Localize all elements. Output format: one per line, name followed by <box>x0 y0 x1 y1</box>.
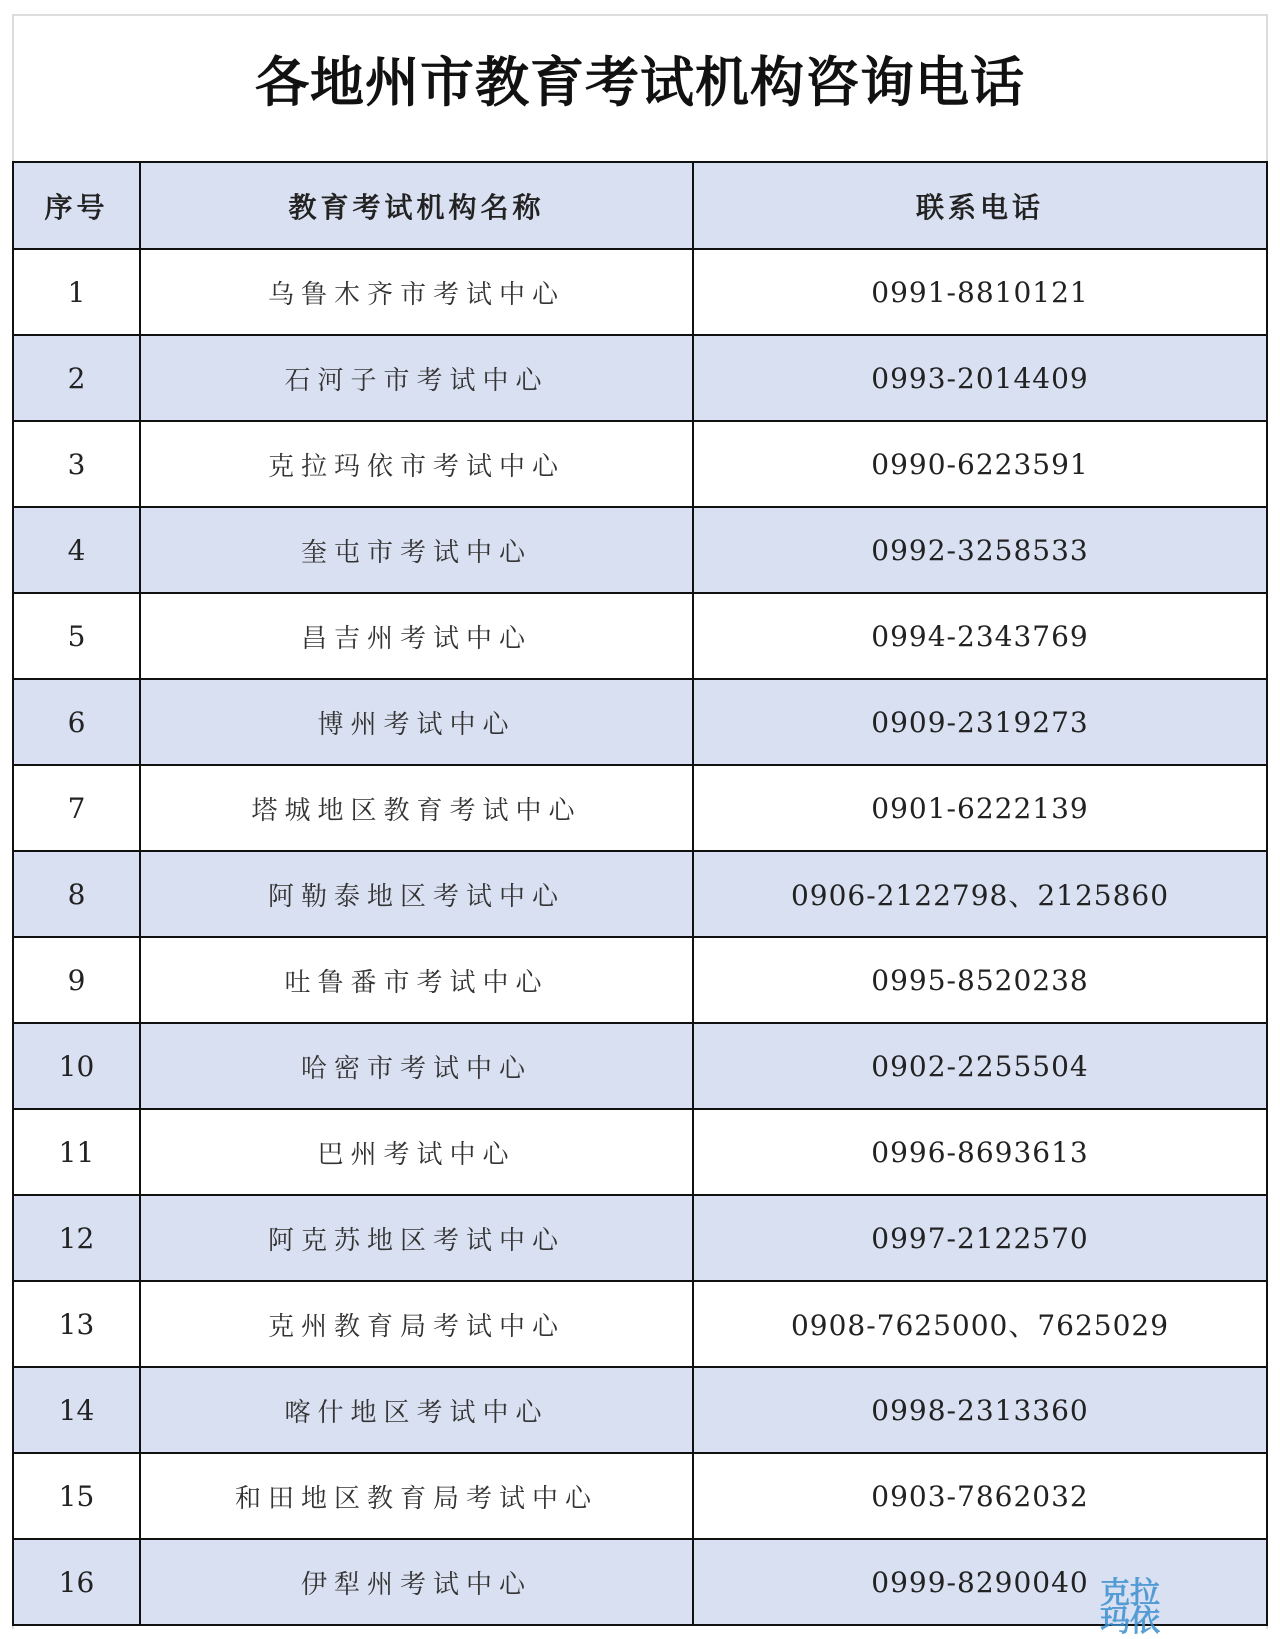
table-row <box>13 679 1267 765</box>
table-row <box>13 1453 1267 1539</box>
phone-number: 0998-2313360 <box>693 1367 1267 1453</box>
table-row <box>13 765 1267 851</box>
phone-number: 0997-2122570 <box>693 1195 1267 1281</box>
table-row <box>13 1195 1267 1281</box>
row-index: 2 <box>13 335 140 421</box>
table-header <box>13 162 1267 249</box>
phone-number: 0999-8290040 <box>693 1539 1267 1625</box>
phone-number: 0992-3258533 <box>693 507 1267 593</box>
phone-number: 0993-2014409 <box>693 335 1267 421</box>
table-row <box>13 851 1267 937</box>
header-phone: 联系电话 <box>693 162 1267 249</box>
phone-number: 0996-8693613 <box>693 1109 1267 1195</box>
row-index: 12 <box>13 1195 140 1281</box>
phone-number: 0908-7625000、7625029 <box>693 1281 1267 1367</box>
institution-name: 博州考试中心 <box>140 679 693 765</box>
institution-name: 石河子市考试中心 <box>140 335 693 421</box>
institution-name: 塔城地区教育考试中心 <box>140 765 693 851</box>
row-index: 8 <box>13 851 140 937</box>
phone-number: 0902-2255504 <box>693 1023 1267 1109</box>
watermark-logo <box>1100 1576 1160 1639</box>
page-title: 各地州市教育考试机构咨询电话 <box>255 51 1025 114</box>
phone-number: 0991-8810121 <box>693 249 1267 335</box>
table-row <box>13 335 1267 421</box>
phone-number: 0903-7862032 <box>693 1453 1267 1539</box>
institution-name: 克拉玛依市考试中心 <box>140 421 693 507</box>
table-row <box>13 593 1267 679</box>
table-row <box>13 1539 1267 1625</box>
institution-name: 昌吉州考试中心 <box>140 593 693 679</box>
institution-name: 乌鲁木齐市考试中心 <box>140 249 693 335</box>
phone-number: 0995-8520238 <box>693 937 1267 1023</box>
institution-name: 喀什地区考试中心 <box>140 1367 693 1453</box>
row-index: 9 <box>13 937 140 1023</box>
phone-number: 0990-6223591 <box>693 421 1267 507</box>
table-row <box>13 1281 1267 1367</box>
row-index: 7 <box>13 765 140 851</box>
table-row <box>13 249 1267 335</box>
header-index: 序号 <box>13 162 140 249</box>
table-row <box>13 1109 1267 1195</box>
header-name: 教育考试机构名称 <box>140 162 693 249</box>
row-index: 4 <box>13 507 140 593</box>
institution-name: 奎屯市考试中心 <box>140 507 693 593</box>
row-index: 13 <box>13 1281 140 1367</box>
phone-number: 0909-2319273 <box>693 679 1267 765</box>
phone-number: 0901-6222139 <box>693 765 1267 851</box>
table-row <box>13 1023 1267 1109</box>
table-row <box>13 421 1267 507</box>
row-index: 15 <box>13 1453 140 1539</box>
row-index: 16 <box>13 1539 140 1625</box>
row-index: 1 <box>13 249 140 335</box>
institution-name: 吐鲁番市考试中心 <box>140 937 693 1023</box>
institution-name: 伊犁州考试中心 <box>140 1539 693 1625</box>
row-index: 10 <box>13 1023 140 1109</box>
table-row <box>13 507 1267 593</box>
institution-name: 阿克苏地区考试中心 <box>140 1195 693 1281</box>
phone-number: 0906-2122798、2125860 <box>693 851 1267 937</box>
row-index: 6 <box>13 679 140 765</box>
phone-number: 0994-2343769 <box>693 593 1267 679</box>
watermark-line2: 玛依 <box>1100 1604 1160 1639</box>
watermark-line1: 克拉 <box>1100 1576 1160 1611</box>
institution-name: 克州教育局考试中心 <box>140 1281 693 1367</box>
table-row <box>13 1367 1267 1453</box>
contact-table <box>12 161 1268 1626</box>
institution-name: 巴州考试中心 <box>140 1109 693 1195</box>
row-index: 5 <box>13 593 140 679</box>
row-index: 14 <box>13 1367 140 1453</box>
institution-name: 阿勒泰地区考试中心 <box>140 851 693 937</box>
row-index: 11 <box>13 1109 140 1195</box>
row-index: 3 <box>13 421 140 507</box>
table-row <box>13 937 1267 1023</box>
institution-name: 和田地区教育局考试中心 <box>140 1453 693 1539</box>
institution-name: 哈密市考试中心 <box>140 1023 693 1109</box>
